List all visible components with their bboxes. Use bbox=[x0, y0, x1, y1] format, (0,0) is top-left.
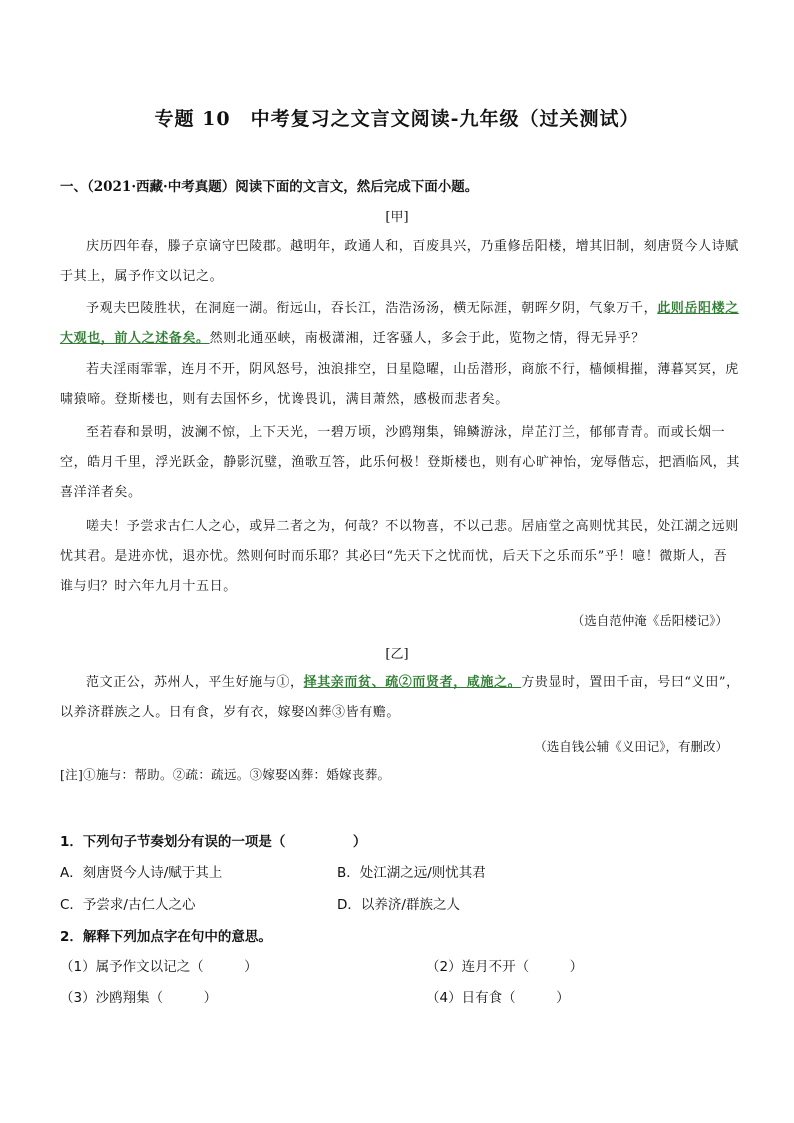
jia-paragraph-1: 庆历四年春，滕子京谪守巴陵郡。越明年，政通人和，百废具兴，乃重修岳阳楼，增其旧制，刻唐贤今人诗赋于其上，属予作文以记之。 bbox=[60, 239, 739, 284]
jia-p2-text-b: 然则北通巫峡，南极潇湘，迁客骚人，多会于此，览物之情，得无异乎？ bbox=[209, 331, 645, 346]
yi-paragraph-1 bbox=[60, 668, 740, 728]
jia-source: （选自范仲淹《岳阳楼记》） bbox=[571, 613, 728, 628]
jia-p2-text-a: 予观夫巴陵胜状，在洞庭一湖。衔远山，吞长江，浩浩汤汤，横无际涯，朝晖夕阴，气象万千， bbox=[86, 301, 658, 316]
section-heading: 一、（2021·西藏·中考真题）阅读下面的文言文，然后完成下面小题。 bbox=[60, 179, 479, 195]
jia-paragraph-2 bbox=[60, 294, 740, 354]
passage-jia-label: [甲] bbox=[385, 210, 409, 225]
jia-paragraph-3: 若夫淫雨霏霏，连月不开，阴风怒号，浊浪排空，日星隐曜，山岳潜形，商旅不行，樯倾楫摧，薄暮冥冥，虎啸猿啼。登斯楼也，则有去国怀乡，忧谗畏讥，满目萧然，感极而悲者矣。 bbox=[60, 362, 739, 407]
question-1-option-c: C．予尝求/古仁人之心 bbox=[60, 897, 196, 913]
yi-p1-text-b: 方贵显时，置田千亩，号曰“义田”，以养济群族之人。日有食，岁有衣，嫁娶凶葬③皆有赡。 bbox=[60, 675, 740, 720]
yi-p1-highlight: 择其亲而贫、疏②而贤者，咸施之。 bbox=[303, 675, 522, 690]
question-2-item-4: （4）日有食（ ） bbox=[426, 990, 570, 1006]
jia-paragraph-5: 嗟夫！予尝求古仁人之心，或异二者之为，何哉？不以物喜，不以己悲。居庙堂之高则忧其民，处江湖之远则忧其君。是进亦忧，退亦忧。然则何时而乐耶？其必曰“先天下之忧而忧，后天下之乐而乐”乎！噫！微斯人，吾谁与归？时六年九月十五日。 bbox=[60, 519, 739, 594]
jia-p2-highlight: 此则岳阳楼之大观也，前人之述备矣。 bbox=[60, 301, 739, 346]
question-2-item-2: （2）连月不开（ ） bbox=[426, 959, 584, 975]
question-1-option-a: A．刻唐贤今人诗/赋于其上 bbox=[60, 865, 223, 881]
question-1-option-d: D．以养济/群族之人 bbox=[337, 897, 460, 913]
page-title: 专题 10 中考复习之文言文阅读-九年级（过关测试） bbox=[154, 108, 640, 130]
passage-yi-label: [乙] bbox=[385, 647, 409, 662]
annotation-note: [注]①施与：帮助。②疏：疏远。③嫁娶凶葬：婚嫁丧葬。 bbox=[60, 767, 391, 782]
yi-p1-text-a: 范文正公，苏州人，平生好施与①， bbox=[86, 675, 304, 690]
yi-source: （选自钱公辅《义田记》，有删改） bbox=[534, 739, 728, 754]
question-1: 1．下列句子节奏划分有误的一项是（ ） bbox=[60, 834, 367, 850]
question-2-item-3: （3）沙鸥翔集（ ） bbox=[60, 990, 218, 1006]
question-2-item-1: （1）属予作文以记之（ ） bbox=[60, 959, 258, 975]
question-1-option-b: B．处江湖之远/则忧其君 bbox=[337, 865, 486, 881]
jia-paragraph-4: 至若春和景明，波澜不惊，上下天光，一碧万顷，沙鸥翔集，锦鳞游泳，岸芷汀兰，郁郁青青。而或长烟一空，皓月千里，浮光跃金，静影沉璧，渔歌互答，此乐何极！登斯楼也，则有心旷神怡，宠辱偕忘，把酒临风，其喜洋洋者矣。 bbox=[60, 425, 741, 500]
question-2: 2．解释下列加点字在句中的意思。 bbox=[60, 929, 272, 945]
